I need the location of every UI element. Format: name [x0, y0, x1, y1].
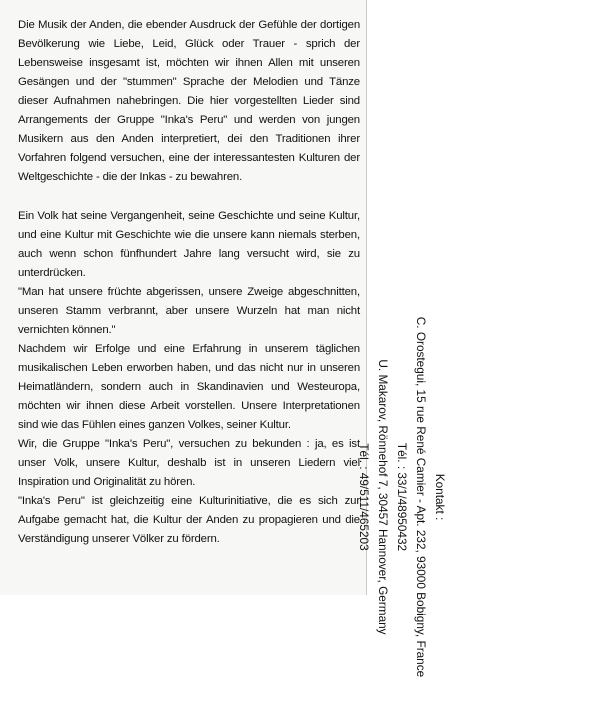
paragraph-experience: Nachdem wir Erfolge und eine Erfahrung in unserem täglichen musikalischen Leben erworben haben, und das nicht nur in unseren Heimatländern, sondern auch in Skandinavien und Westeuropa, möchten wir ihnen diese Arbeit vorstellen. Unsere Interpretationen sind wie das Fühlen eines ganzen Volkes, seiner Kultur.	[18, 343, 360, 431]
contact-address-1: C. Orostegui, 15 rue René Camier - Apt. 232, 93000 Bobigny, France	[414, 316, 428, 678]
paragraph-initiative: "Inka's Peru" ist gleichzeitig eine Kulturinitiative, die es sich zur Aufgabe gemacht hat, die Kultur der Anden zu propagieren und die Verständigung unserer Völker zu fördern.	[18, 495, 360, 545]
contact-address-2: U. Makarov, Rönnehof 7, 30457 Hannover, Germany	[376, 359, 390, 635]
paragraph-quote: "Man hat unsere früchte abgerissen, unsere Zweige abgeschnitten, unseren Stamm verbrannt, aber unsere Wurzeln hat man nicht vernichten können."	[18, 286, 360, 336]
contact-title: Kontakt :	[433, 473, 447, 521]
paragraph-intro: Die Musik der Anden, die ebender Ausdruck der Gefühle der dortigen Bevölkerung wie Liebe, Leid, Glück oder Trauer - sprich der Lebensweise insgesamt ist, möchten wir ihnen Allen mit unseren Gesängen und der "stummen" Sprache der Melodien und Tänze dieser Aufnahmen nahebringen. Die hier vorgestellten Lieder sind Arrangements der Gruppe "Inka's Peru" und werden von jungen Musikern aus den Anden interpretiert, dei den Traditionen ihrer Vorfahren folgend versuchen, eine der interessantesten Kulturen der Weltgeschichte - die der Inkas - zu bewahren.	[18, 19, 360, 183]
paragraph-culture: Ein Volk hat seine Vergangenheit, seine Geschichte und seine Kultur, und eine Kultur mit Geschichte wie die unsere kann niemals sterben, auch wenn schon fünfhundert Jahre lang versucht wird, sie zu unterdrücken.	[18, 210, 360, 279]
paragraph-group: Wir, die Gruppe "Inka's Peru", versuchen zu bekunden : ja, es ist unser Volk, unsere Kultur, deshalb ist in unseren Liedern viel Inspiration und Originalität zu hören.	[18, 438, 360, 488]
liner-notes-text-panel	[0, 0, 366, 595]
contact-block	[359, 267, 449, 727]
contact-phone-1: Tél. : 33/1/48950432	[395, 442, 409, 552]
contact-panel	[357, 0, 600, 678]
contact-phone-2: Tél. : 49/511/465203	[357, 443, 371, 551]
